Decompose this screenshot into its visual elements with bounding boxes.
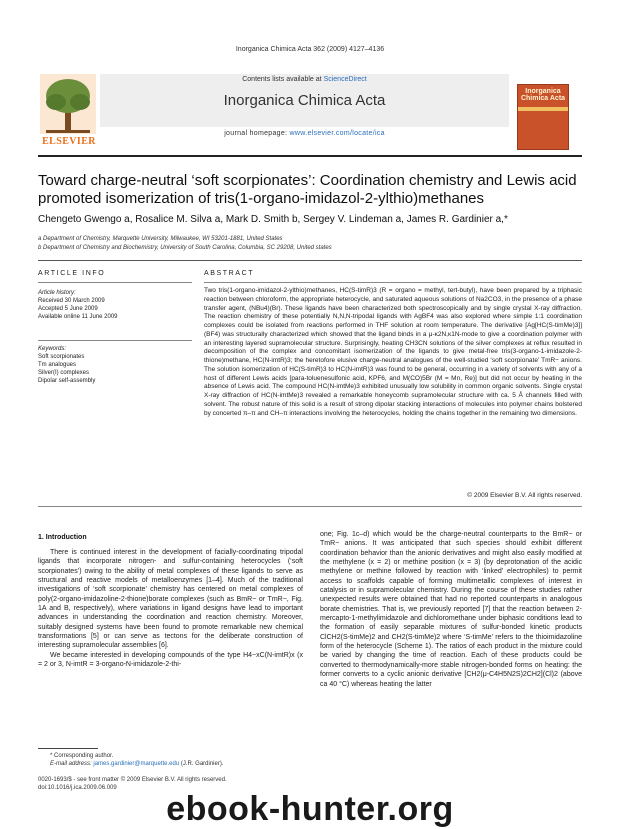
introduction-heading: 1. Introduction [38,534,87,541]
article-title: Toward charge-neutral ‘soft scorpionates’: Coordination chemistry and Lewis acid promoted isomerization of tris(1-organo-imidazol-2-ylthio)methanes [38,172,577,207]
sciencedirect-link[interactable]: ScienceDirect [323,76,367,83]
abstract-text: Two tris(1-organo-imidazol-2-ylthio)methanes, HC(S-timR)3 (R = organo = methyl, tert-butyl), have been prepared by a triphasic reaction between chloroform, the appropriate heterocycle, and saturated aqueous solutions of Na2CO3, in the presence of a phase transfer agent, (NBu4)(Br). These ligands have been characterized both spectroscopically and by single crystal X-ray diffraction. The reaction chemistry of these potentially N,N,N-tripodal ligands with AgBF4 was also explored where simple 1:1 coordination complexes could be isolated from reactions performed in THF solution at room temperature. The derivative [Ag[HC(S-timMe)3]](BF4) was structurally characterized which showed that the ligand binds in a μ-κ2N,κ1N-mode to give a coordination polymer with an interesting layered supramolecular structure. Surprisingly, heating CH3CN solutions of the silver complexes at reflux resulted in decomposition of the complex and concomitant isomerization of the ligands to give metal-free tris(3-organo-1-imidazole-2-thione)methane, HC(N-imtR)3; the heretofore elusive charge-neutral analogues of the well-studied ‘soft scorpionate’ TmR− anions. The solution isomerization of HC(S-timR)3 to HC(N-imtR)3 was found to be general, occurring in a variety of solvents with any of a host of different Lewis acids [para-toluenesulfonic acid, KPF6, and M(CO)5Br (M = Mn, Re)] but did not occur by heating in the absence of Lewis acid. The compound HC(N-imtMe)3 exhibited unusually low solubility in common organic solvents. Single crystal X-ray diffraction of HC(N-imtMe)3 revealed a remarkable honeycomb supramolecular structure with ca. 5 Å channels filled with solvent. The robust nature of this solid is a result of strong dipolar stacking interactions of molecules into polymer chains bolstered by concerted π–π and CH–π interactions involving the heterocycles, holding the chains together in the remaining two dimensions. [204,287,582,417]
intro-paragraph-continued: one; Fig. 1c–d) which would be the charge-neutral counterparts to the BmR− or TmR− anions. It was anticipated that such species should exhibit different coordination behavior than the anionic derivatives and might also easily modified at the methylene (x = 2) or methine position (x = 3) (by deprotonation of the acidic methylene or methine followed by reaction with ‘linked’ electrophiles) to permit access to scaffolds capable of forming multimetallic complexes of interest in catalysis or in supramolecular chemistry. During the course of these studies rather unexpected results were obtained that had no reported counterparts in analogous borate chemistries. That is, we previously reported [7] that the reaction between 2-mercapto-1-methylimidazole and dichloromethane under biphasic conditions lead to the formation of easily separable mixtures of sulfur-bonded kinetic products ClCH2(S-timMe)2 and CH2(S-timMe)2 where ‘S-timMe’ refers to the thioimidazoline form of the heterocycle (Scheme 1). The ratios of each product in the mixture could be varied by changing the time of reaction. Each of these products could be converted to thermodynamically-more stable nitrogen-bonded forms on heating: the former converts to a cyclic anionic derivative [CH2(μ-C4H5N2S)2CH2](Cl)2 (above ca 40 °C) whereas heating the latter [320,531,582,688]
corresponding-author-note: * Corresponding author. [50,753,114,759]
keyword-item: Tm analogues [38,362,77,368]
cover-title: Inorganica Chimica Acta [520,88,566,102]
email-suffix: (J.R. Gardinier). [179,761,224,767]
abstract-heading: ABSTRACT [204,270,255,277]
homepage-line [100,130,509,137]
footnote-rule [38,748,98,749]
keywords-block [38,345,192,385]
homepage-link[interactable]: www.elsevier.com/locate/ica [289,130,385,137]
journal-name: Inorganica Chimica Acta [223,92,386,109]
keywords-rule [38,340,192,341]
intro-paragraph: We became interested in developing compounds of the type H4−xC(N-imtR)x (x = 2 or 3, N-imtR = 3-organo-N-imidazole-2-thi- [38,651,303,669]
contents-line [100,76,509,83]
doi-line: doi:10.1016/j.ica.2009.06.009 [38,785,117,791]
affiliation-rule [38,260,582,261]
contents-prefix: Contents lists available at [242,76,324,83]
keyword-item: Soft scorpionates [38,354,85,360]
keyword-item: Dipolar self-assembly [38,378,96,384]
online-date: Available online 11 June 2009 [38,314,118,320]
received-date: Received 30 March 2009 [38,298,105,304]
accepted-date: Accepted 5 June 2009 [38,306,98,312]
email-label: E-mail address: [50,761,94,767]
article-info-heading: ARTICLE INFO [38,270,106,277]
watermark: ebook-hunter.org [166,790,454,828]
abstract-bottom-rule [38,506,582,507]
affiliation-a: a Department of Chemistry, Marquette University, Milwaukee, WI 53201-1881, United States [38,236,283,242]
header-rule [38,155,582,157]
article-history [38,289,192,321]
homepage-prefix: journal homepage: [224,130,290,137]
email-footnote [50,761,300,767]
affiliation-b: b Department of Chemistry and Biochemistry, University of South Carolina, Columbia, SC 29208, United states [38,245,332,251]
journal-cover-thumbnail [517,84,569,150]
author-email-link[interactable]: james.gardinier@marquette.edu [93,761,180,767]
cover-stripe [518,107,568,111]
keywords-label: Keywords: [38,346,67,352]
intro-right-column [320,530,582,689]
intro-left-column [38,548,303,669]
elsevier-wordmark: ELSEVIER [42,136,96,147]
abstract-rule [204,282,582,283]
history-label: Article history: [38,290,76,296]
author-list: Chengeto Gwengo a, Rosalice M. Silva a, Mark D. Smith b, Sergey V. Lindeman a, James R. Gardinier a,* [38,214,508,225]
issn-line: 0020-1693/$ - see front matter © 2009 Elsevier B.V. All rights reserved. [38,777,227,783]
abstract-copyright: © 2009 Elsevier B.V. All rights reserved. [467,492,582,499]
intro-paragraph: There is continued interest in the development of facially-coordinating tripodal ligands that incorporate nitrogen- and sulfur-containing heterocycles (‘soft scorpionates’) owing to the ability of metal complexes of these ligands to serve as structural and reactive models of metalloenzymes [1–4]. Much of the traditional investigations of ‘soft scorpionate’ chemistry has centered on metal complexes of poly(2-organo-imidazoline-2-thione)borate complexes (such as BmR− or TmR−, Fig. 1A and B, respectively), where variations in ligand designs have lead to important advances in understanding the coordination and reaction chemistry. Moreover, suitably designed systems have been found to promote remarkable new chemical transformations [5] or can serve as tectons for the deliberate construction of interesting supramolecular assemblies [6]. [38,549,303,650]
running-head: Inorganica Chimica Acta 362 (2009) 4127–4136 [235,46,385,53]
article-info-rule [38,282,192,283]
keyword-item: Silver(I) complexes [38,370,90,376]
